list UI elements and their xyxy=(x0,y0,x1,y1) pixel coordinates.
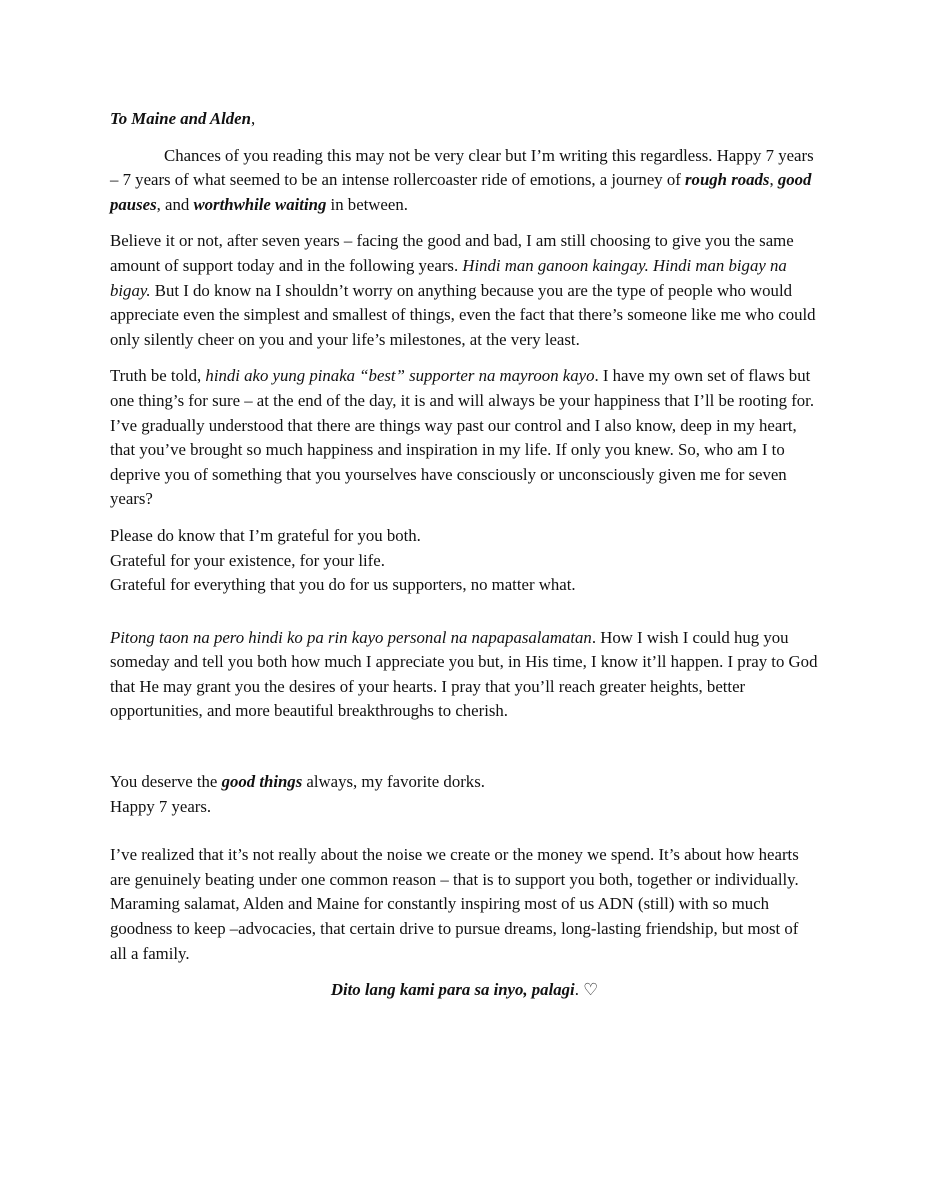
paragraph xyxy=(110,626,819,724)
emphasis-run: good things xyxy=(221,772,303,792)
text-run: But I do know na I shouldn’t worry on anything because you are the type of people who would appreciate even the simplest and smallest of things, even the fact that there’s someone like me who could only silently cheer on you and your life’s milestones, at the very least. xyxy=(110,280,816,349)
paragraph xyxy=(110,229,819,352)
emphasis-run: To Maine and Alden xyxy=(110,109,251,128)
paragraph xyxy=(110,843,819,966)
paragraph xyxy=(110,144,819,218)
emphasis-run: hindi ako yung pinaka “best” supporter na mayroon kayo xyxy=(205,366,595,386)
paragraph xyxy=(110,770,819,819)
salutation xyxy=(110,107,819,132)
text-run: Grateful for everything that you do for us supporters, no matter what. xyxy=(110,575,576,595)
text-run: , xyxy=(769,170,778,190)
paragraph xyxy=(110,364,819,512)
text-run: , xyxy=(250,109,256,128)
text-run: Happy 7 years. xyxy=(110,796,212,816)
text-run: . How I wish I could hug you someday and tell you both how much I appreciate you but, in His time, I know it’ll happen. I pray to God that He may grant you the desires of your hearts. I pray that you’ll reach greater heights, better opportunities, and more beautiful breakthroughs to cherish. xyxy=(110,627,818,721)
text-run: , and xyxy=(156,194,194,214)
emphasis-run: rough roads xyxy=(685,170,770,190)
text-run: Please do know that I’m grateful for you both. xyxy=(110,525,421,545)
emphasis-run: good pauses xyxy=(110,170,812,214)
closing-line xyxy=(110,978,819,1003)
text-run: Truth be told, xyxy=(110,366,206,386)
emphasis-run: worthwhile waiting xyxy=(193,194,327,214)
text-run: always, my favorite dorks. xyxy=(302,772,485,792)
text-run: . ♡ xyxy=(574,980,599,1000)
text-run: Grateful for your existence, for your life. xyxy=(110,550,385,570)
emphasis-run: Hindi man ganoon kaingay. Hindi man bigay na bigay. xyxy=(110,255,787,300)
text-run: Chances of you reading this may not be very clear but I’m writing this regardless. Happy 7 years – 7 years of what seemed to be an intense rollercoaster ride of emotions, a journey of xyxy=(110,145,814,190)
text-run: You deserve the xyxy=(110,772,222,792)
emphasis-run: Pitong taon na pero hindi ko pa rin kayo personal na napapasalamatan xyxy=(110,627,592,647)
text-run: I’ve realized that it’s not really about the noise we create or the money we spend. It’s about how hearts are genuinely beating under one common reason – that is to support you both, together or individually. Maraming salamat, Alden and Maine for constantly inspiring most of us ADN (still) with so much goodness to keep –advocacies, that certain drive to pursue dreams, long-lasting friendship, but most of all a family. xyxy=(110,845,799,963)
emphasis-run: Dito lang kami para sa inyo, palagi xyxy=(330,980,575,1000)
paragraph xyxy=(110,524,819,598)
letter-body xyxy=(110,144,819,967)
text-run: in between. xyxy=(326,194,408,214)
text-run: . I have my own set of flaws but one thing’s for sure – at the end of the day, it is and will always be your happiness that I’ll be rooting for. I’ve gradually understood that there are things way past our control and I also know, deep in my heart, that you’ve brought so much happiness and inspiration in my life. If only you knew. So, who am I to deprive you of something that you yourselves have consciously or unconsciously given me for seven years? xyxy=(110,366,815,509)
text-run: Believe it or not, after seven years – facing the good and bad, I am still choosing to give you the same amount of support today and in the following years. xyxy=(110,231,794,275)
